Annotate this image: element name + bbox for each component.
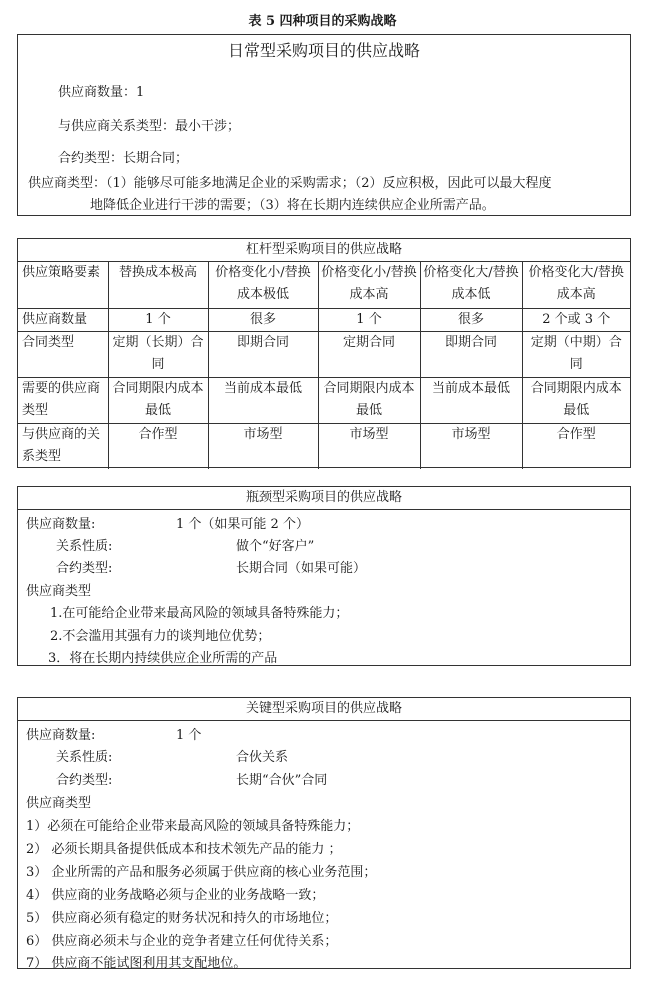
critical-relation-label: 关系性质: <box>56 750 113 765</box>
table-cell: 合同类型 <box>18 331 108 377</box>
critical-relation-value: 合伙关系 <box>236 750 289 765</box>
table-cell: 合同期限内成本最低 <box>108 377 208 423</box>
table-row <box>18 423 630 469</box>
header-cell: 价格变化小/替换成本极低 <box>208 262 318 308</box>
table-cell: 与供应商的关系类型 <box>18 423 108 469</box>
leverage-title: 杠杆型采购项目的供应战略 <box>18 239 630 262</box>
table-cell: 1 个 <box>108 308 208 331</box>
table-row <box>18 308 630 331</box>
list-item: 1）必须在可能给企业带来最高风险的领域具备特殊能力； <box>26 819 360 834</box>
list-item: 2） 必须长期具备提供低成本和技术领先产品的能力 ； <box>26 842 342 857</box>
table-cell: 市场型 <box>208 423 318 469</box>
bottleneck-type-label: 供应商类型 <box>26 584 92 599</box>
list-item: 1.在可能给企业带来最高风险的领域具备特殊能力； <box>50 606 349 621</box>
routine-title: 日常型采购项目的供应战略 <box>227 41 420 60</box>
list-item: 3．将在长期内持续供应企业所需的产品 <box>48 651 278 666</box>
header-cell: 供应策略要素 <box>18 262 108 308</box>
table-cell: 需要的供应商类型 <box>18 377 108 423</box>
critical-title: 关键型采购项目的供应战略 <box>18 698 630 721</box>
table-cell: 合作型 <box>522 423 630 469</box>
critical-contract-value: 长期“合伙”合同 <box>236 773 328 788</box>
table-cell: 供应商数量 <box>18 308 108 331</box>
routine-strategy-box <box>17 34 631 216</box>
critical-contract-label: 合约类型: <box>56 773 113 788</box>
table-cell: 市场型 <box>420 423 522 469</box>
routine-supplier-type <box>28 173 624 217</box>
routine-contract-type: 合约类型：长期合同； <box>58 151 189 166</box>
critical-strategy-box <box>17 697 631 969</box>
list-item: 7） 供应商不能试图利用其支配地位。 <box>26 956 247 971</box>
table-cell: 市场型 <box>318 423 420 469</box>
leverage-strategy-box <box>17 238 631 468</box>
table-cell: 合同期限内成本最低 <box>522 377 630 423</box>
list-item: 5） 供应商必须有稳定的财务状况和持久的市场地位； <box>26 911 338 926</box>
critical-count-value: 1 个 <box>176 728 202 743</box>
header-cell: 替换成本极高 <box>108 262 208 308</box>
header-cell: 价格变化大/替换成本高 <box>522 262 630 308</box>
table-cell: 1 个 <box>318 308 420 331</box>
routine-supplier-type-line1: 供应商类型：（1）能够尽可能多地满足企业的采购需求；（2）反应积极，因此可以最大程度 <box>28 176 552 191</box>
table-cell: 定期（长期）合同 <box>108 331 208 377</box>
leverage-table <box>18 262 630 469</box>
list-item: 4） 供应商的业务战略必须与企业的业务战略一致； <box>26 888 325 903</box>
routine-supplier-type-line2: 地降低企业进行干涉的需要；（3）将在长期内连续供应企业所需产品。 <box>90 198 495 213</box>
routine-relation-type: 与供应商关系类型：最小干涉； <box>58 119 241 134</box>
list-item: 2.不会滥用其强有力的谈判地位优势； <box>50 629 271 644</box>
table-cell: 2 个或 3 个 <box>522 308 630 331</box>
header-cell: 价格变化小/替换成本高 <box>318 262 420 308</box>
table-cell: 合同期限内成本最低 <box>318 377 420 423</box>
bottleneck-contract-value: 长期合同（如果可能） <box>236 561 367 576</box>
list-item: 6） 供应商必须未与企业的竞争者建立任何优待关系； <box>26 934 338 949</box>
table-row <box>18 331 630 377</box>
bottleneck-relation-label: 关系性质: <box>56 539 113 554</box>
table-cell: 即期合同 <box>420 331 522 377</box>
table-cell: 定期（中期）合同 <box>522 331 630 377</box>
table-caption: 表 5 四种项目的采购战略 <box>248 14 397 29</box>
table-row <box>18 377 630 423</box>
routine-supplier-count: 供应商数量：1 <box>58 85 145 100</box>
table-cell: 定期合同 <box>318 331 420 377</box>
table-cell: 很多 <box>420 308 522 331</box>
critical-type-label: 供应商类型 <box>26 796 92 811</box>
bottleneck-count-label: 供应商数量: <box>26 517 96 532</box>
table-cell: 很多 <box>208 308 318 331</box>
table-cell: 当前成本最低 <box>420 377 522 423</box>
bottleneck-contract-label: 合约类型: <box>56 561 113 576</box>
bottleneck-relation-value: 做个“好客户” <box>236 539 315 554</box>
list-item: 3） 企业所需的产品和服务必须属于供应商的核心业务范围； <box>26 865 377 880</box>
table-header-row <box>18 262 630 308</box>
table-cell: 即期合同 <box>208 331 318 377</box>
table-cell: 当前成本最低 <box>208 377 318 423</box>
bottleneck-count-value: 1 个（如果可能 2 个） <box>176 517 309 532</box>
critical-count-label: 供应商数量: <box>26 728 96 743</box>
bottleneck-title: 瓶颈型采购项目的供应战略 <box>18 487 630 510</box>
bottleneck-strategy-box <box>17 486 631 666</box>
header-cell: 价格变化大/替换成本低 <box>420 262 522 308</box>
table-cell: 合作型 <box>108 423 208 469</box>
